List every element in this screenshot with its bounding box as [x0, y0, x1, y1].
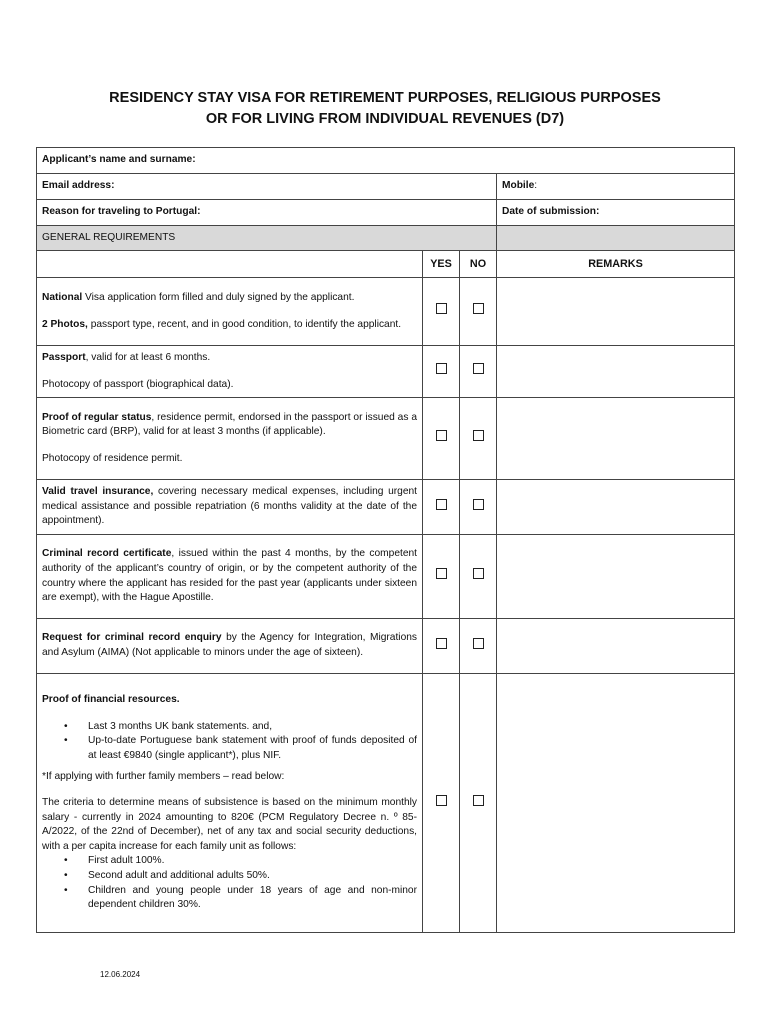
no-checkbox[interactable]: [473, 499, 484, 510]
requirement-body: covering necessary medical expenses, including urgent medical assistance and possible repatriation (6 months validity at the date of the appointment).: [42, 486, 417, 527]
list-item: • Last 3 months UK bank statements. and,: [88, 720, 417, 735]
requirement-body: , residence permit, endorsed in the passport or issued as a Biometric card (BRP), valid for at least 3 months (if applicable).: [42, 411, 417, 438]
requirement-bold: Proof of regular status: [42, 411, 152, 423]
family-note: *If applying with further family members – read below:: [42, 770, 285, 782]
title-line-1: RESIDENCY STAY VISA FOR RETIREMENT PURPOSES, RELIGIOUS PURPOSES: [109, 90, 661, 106]
requirement-body: passport type, recent, and in good condition, to identify the applicant.: [87, 318, 402, 330]
requirement-body: , issued within the past 4 months, by the competent authority of the applicant’s country of origin, or by the competent authority of the country where the applicant has resided for the past year (applicants under sixteen are exempt), with the Hague Apostille.: [42, 548, 417, 604]
requirement-bold: Proof of financial resources.: [42, 694, 180, 706]
requirement-row: [37, 674, 735, 933]
requirement-body: by the Agency for Integration, Migrations and Asylum (AIMA) (Not applicable to minors under the age of sixteen).: [42, 632, 417, 658]
requirement-text: [37, 346, 423, 398]
requirement-body: Photocopy of residence permit.: [42, 452, 183, 464]
reason-row: [37, 200, 735, 226]
yes-checkbox[interactable]: [436, 303, 447, 314]
requirement-row: [37, 398, 735, 480]
mobile-label: Mobile: [502, 180, 535, 192]
reason-field[interactable]: Reason for traveling to Portugal:: [37, 200, 497, 226]
document-title: [0, 88, 770, 130]
requirement-bold: 2 Photos,: [42, 318, 88, 330]
requirements-table: [36, 147, 735, 933]
yes-checkbox[interactable]: [436, 568, 447, 579]
footer-date: 12.06.2024: [100, 970, 141, 979]
requirement-text: [37, 398, 423, 480]
requirement-body: Visa application form filled and duly signed by the applicant.: [82, 291, 355, 303]
requirement-text: [37, 535, 423, 619]
remarks-cell[interactable]: [497, 535, 735, 619]
requirement-bold: Criminal record certificate: [42, 548, 172, 560]
remarks-cell[interactable]: [497, 619, 735, 674]
requirement-bold: Request for criminal record enquiry: [42, 632, 222, 644]
requirement-body: , valid for at least 6 months.: [85, 351, 211, 363]
no-checkbox[interactable]: [473, 568, 484, 579]
mobile-field[interactable]: [497, 174, 735, 200]
list-item: • Second adult and additional adults 50%.: [88, 869, 417, 884]
no-header: NO: [460, 251, 497, 278]
no-checkbox-cell: [460, 619, 497, 674]
requirement-bold: Valid travel insurance,: [42, 486, 154, 498]
yes-checkbox[interactable]: [436, 638, 447, 649]
requirement-body: Photocopy of passport (biographical data).: [42, 378, 234, 390]
header-blank: [37, 251, 423, 278]
no-checkbox[interactable]: [473, 303, 484, 314]
no-checkbox[interactable]: [473, 638, 484, 649]
list-item: • Children and young people under 18 years of age and non-minor dependent children 30%.: [88, 884, 417, 913]
requirement-bold: National: [42, 291, 83, 303]
yes-checkbox[interactable]: [436, 363, 447, 374]
remarks-cell[interactable]: [497, 398, 735, 480]
general-requirements-row: [37, 226, 735, 251]
yes-checkbox-cell: [423, 619, 460, 674]
mobile-colon: :: [534, 180, 538, 192]
requirement-row: [37, 480, 735, 535]
requirement-text: [37, 619, 423, 674]
requirement-row: [37, 278, 735, 346]
email-field[interactable]: Email address:: [37, 174, 497, 200]
no-checkbox[interactable]: [473, 795, 484, 806]
applicant-name-row: [37, 148, 735, 174]
requirement-row: [37, 535, 735, 619]
section-heading: GENERAL REQUIREMENTS: [37, 226, 497, 251]
list-item: • Up-to-date Portuguese bank statement with proof of funds deposited of at least €9840 (single applicant*), plus NIF.: [88, 734, 417, 763]
yes-header: YES: [423, 251, 460, 278]
yes-checkbox[interactable]: [436, 795, 447, 806]
column-header-row: [37, 251, 735, 278]
no-checkbox-cell: [460, 535, 497, 619]
no-checkbox-cell: [460, 398, 497, 480]
yes-checkbox-cell: [423, 480, 460, 535]
title-line-2: OR FOR LIVING FROM INDIVIDUAL REVENUES (D7): [205, 111, 565, 127]
remarks-header: REMARKS: [497, 251, 735, 278]
applicant-name-field[interactable]: Applicant’s name and surname:: [37, 148, 735, 174]
remarks-cell[interactable]: [497, 278, 735, 346]
requirement-row: [37, 346, 735, 398]
bank-statements-list: [42, 720, 417, 764]
requirement-text: [37, 278, 423, 346]
remarks-cell[interactable]: [497, 674, 735, 933]
yes-checkbox-cell: [423, 278, 460, 346]
date-of-submission-field[interactable]: Date of submission:: [497, 200, 735, 226]
yes-checkbox[interactable]: [436, 430, 447, 441]
yes-checkbox-cell: [423, 535, 460, 619]
no-checkbox-cell: [460, 480, 497, 535]
remarks-cell[interactable]: [497, 480, 735, 535]
section-heading-blank: [497, 226, 735, 251]
per-capita-list: [42, 854, 417, 912]
requirement-text: [37, 480, 423, 535]
remarks-cell[interactable]: [497, 346, 735, 398]
no-checkbox-cell: [460, 346, 497, 398]
yes-checkbox-cell: [423, 346, 460, 398]
requirement-row: [37, 619, 735, 674]
yes-checkbox[interactable]: [436, 499, 447, 510]
yes-checkbox-cell: [423, 674, 460, 933]
requirement-text: [37, 674, 423, 933]
no-checkbox[interactable]: [473, 430, 484, 441]
yes-checkbox-cell: [423, 398, 460, 480]
subsistence-criteria: The criteria to determine means of subsistence is based on the minimum monthly salary - currently in 2024 amounting to 820€ (PCM Regulatory Decree n. º 85-A/2022, of the 22nd of December), net of any tax and social security deductions, with a per capita increase for each family unit as follows:: [42, 797, 417, 852]
list-item: • First adult 100%.: [88, 854, 417, 869]
no-checkbox[interactable]: [473, 363, 484, 374]
email-row: [37, 174, 735, 200]
no-checkbox-cell: [460, 674, 497, 933]
no-checkbox-cell: [460, 278, 497, 346]
requirement-bold: Passport: [42, 351, 86, 363]
